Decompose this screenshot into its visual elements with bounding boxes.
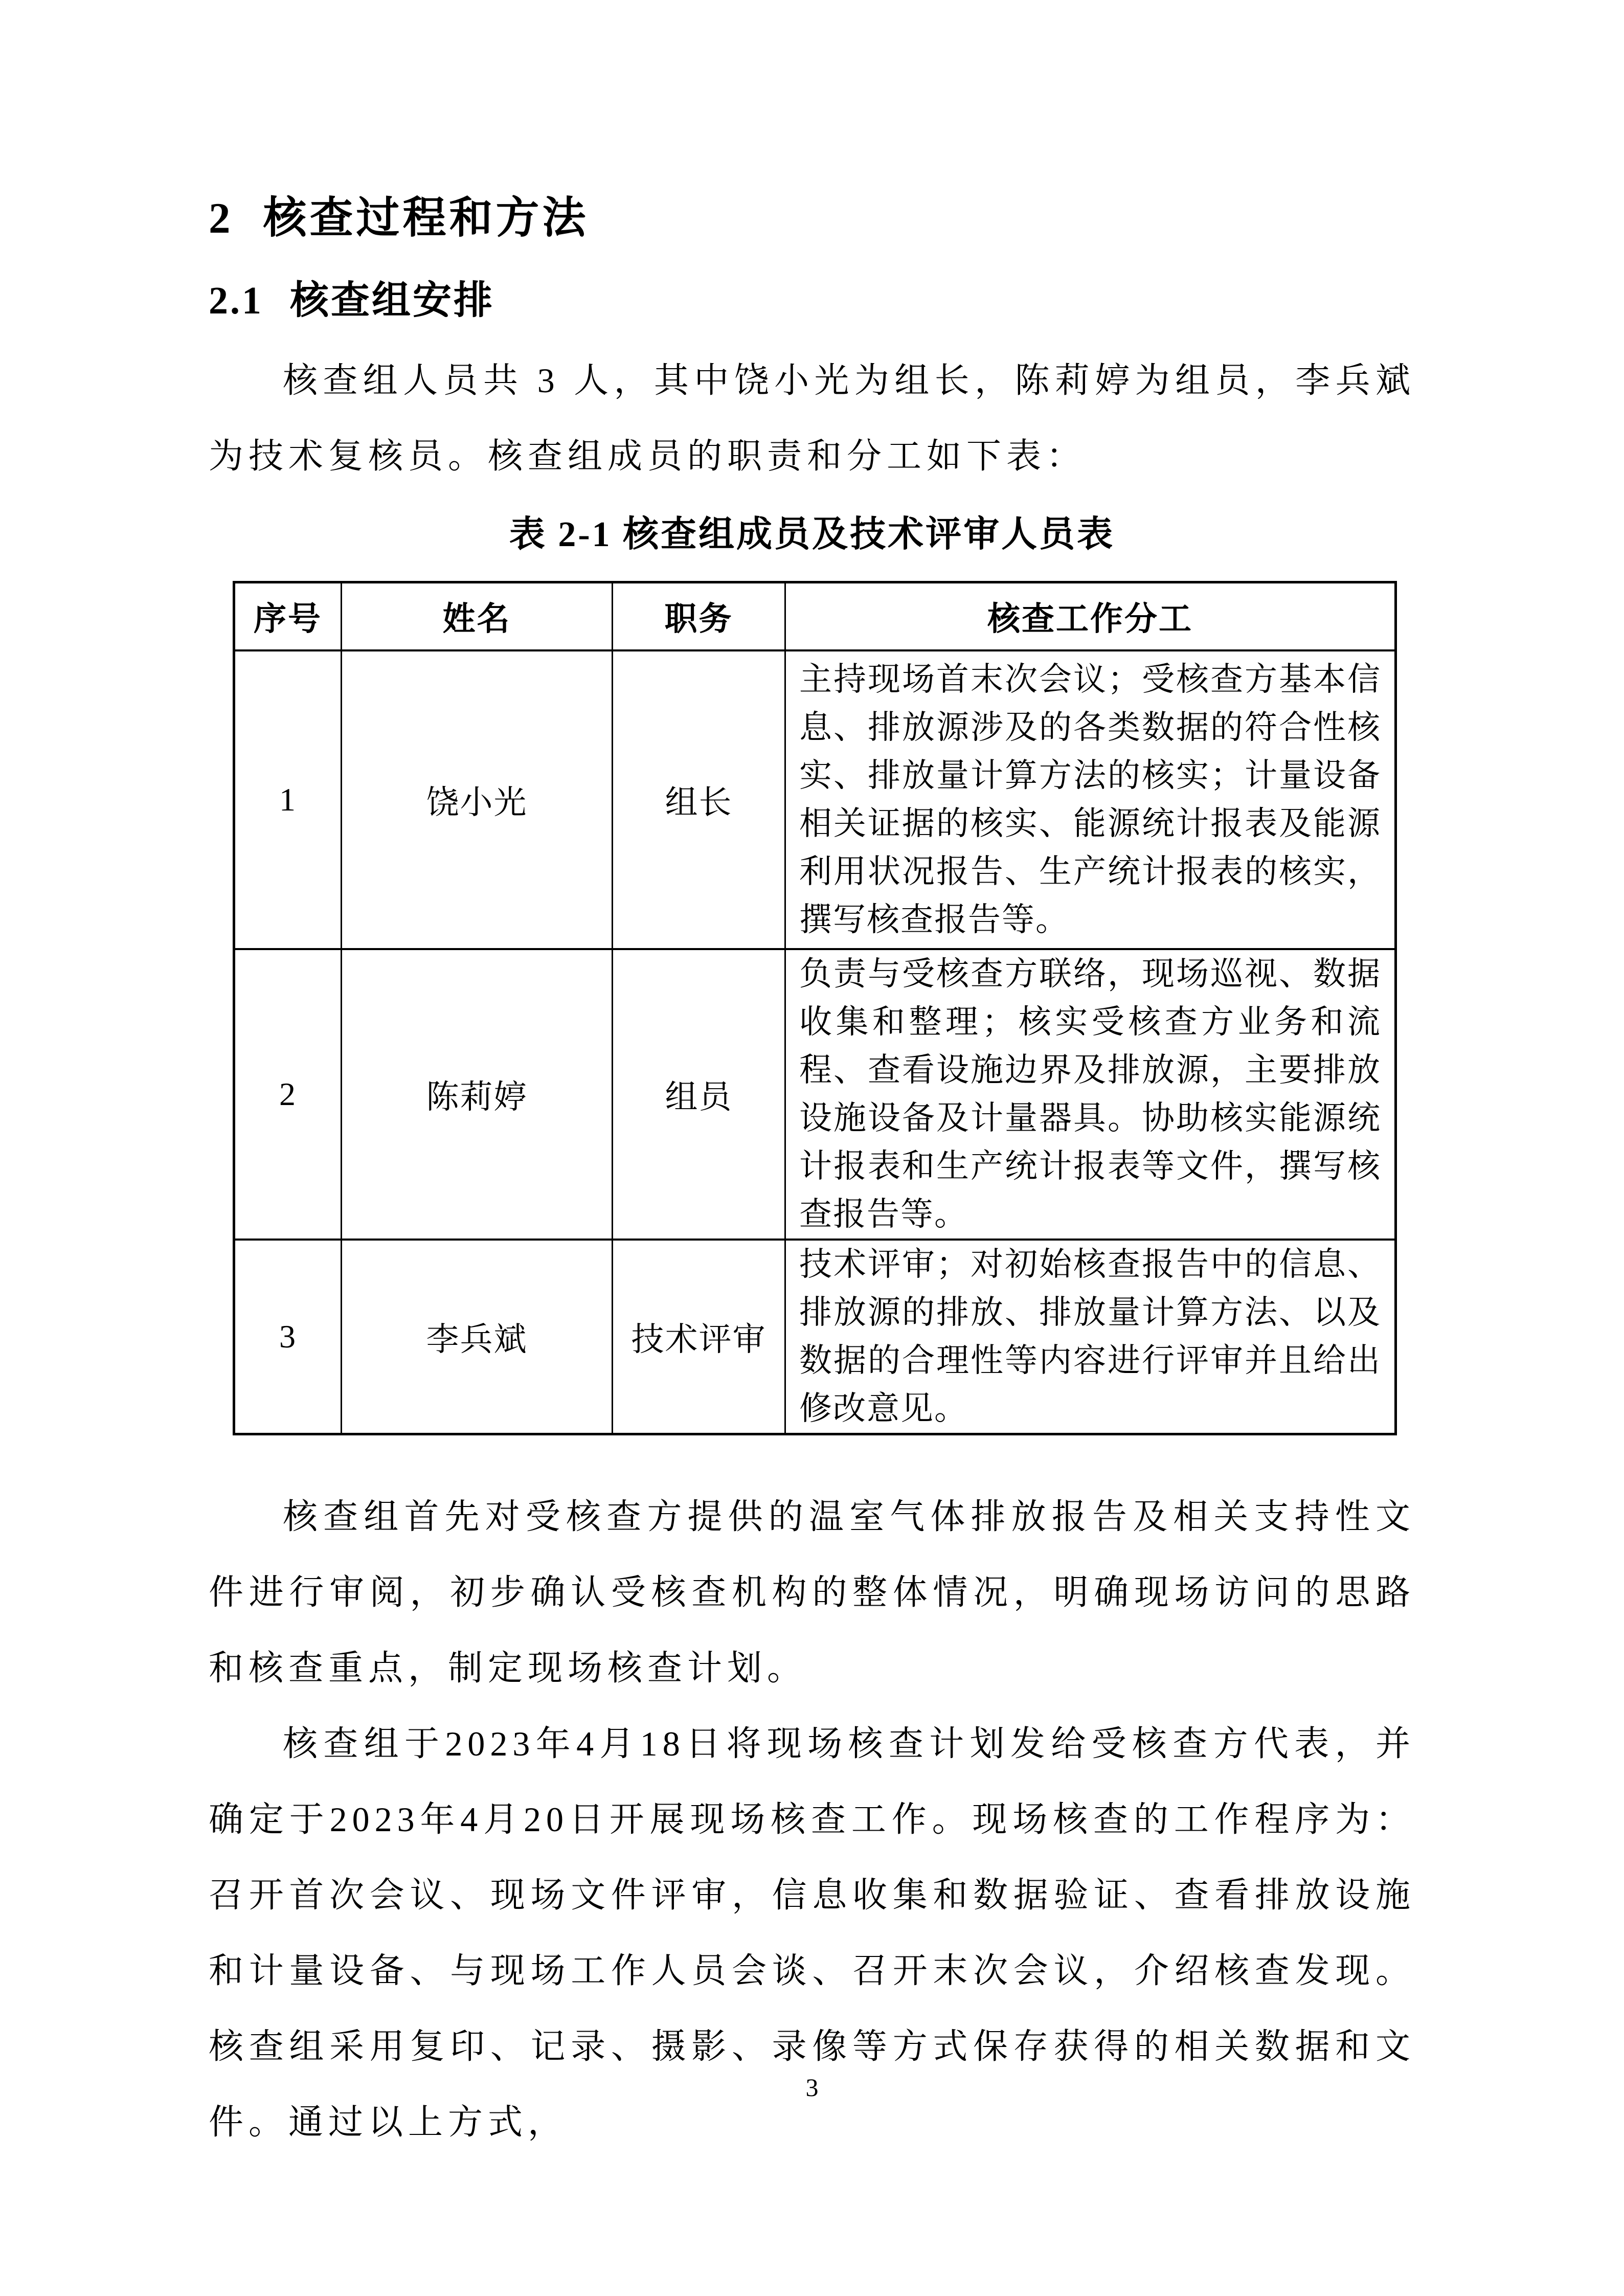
cell-no: 2 xyxy=(234,949,342,1240)
cell-role: 组长 xyxy=(613,650,785,949)
subsection-heading xyxy=(209,276,1415,325)
cell-duty: 主持现场首末次会议；受核查方基本信息、排放源涉及的各类数据的符合性核实、排放量计算方法的核实；计量设备相关证据的核实、能源统计报表及能源利用状况报告、生产统计报表的核实，撰写核查报告等。 xyxy=(785,650,1396,949)
intro-paragraph: 核查组人员共 3 人，其中饶小光为组长，陈莉婷为组员，李兵斌为技术复核员。核查组成员的职责和分工如下表： xyxy=(209,361,1415,476)
verification-team-table xyxy=(233,581,1397,1435)
subsection-number: 2.1 xyxy=(209,279,263,322)
cell-duty: 负责与受核查方联络，现场巡视、数据收集和整理；核实受核查方业务和流程、查看设施边界及排放源，主要排放设施设备及计量器具。协助核实能源统计报表和生产统计报表等文件，撰写核查报告等。 xyxy=(785,949,1396,1240)
table-row xyxy=(234,949,1396,1240)
cell-name: 饶小光 xyxy=(342,650,613,949)
table-header-row xyxy=(234,582,1396,650)
cell-role: 组员 xyxy=(613,949,785,1240)
column-header-no: 序号 xyxy=(234,582,342,650)
column-header-name: 姓名 xyxy=(342,582,613,650)
cell-name: 陈莉婷 xyxy=(342,949,613,1240)
table-row xyxy=(234,650,1396,949)
cell-no: 1 xyxy=(234,650,342,949)
cell-role: 技术评审 xyxy=(613,1240,785,1434)
section-number: 2 xyxy=(209,194,234,242)
body-paragraph: 核查组于2023年4月18日将现场核查计划发给受核查方代表，并确定于2023年4月20日开展现场核查工作。现场核查的工作程序为：召开首次会议、现场文件评审，信息收集和数据验证、查看排放设施和计量设备、与现场工作人员会谈、召开末次会议，介绍核查发现。核查组采用复印、记录、摄影、录像等方式保存获得的相关数据和文件。通过以上方式， xyxy=(209,1724,1415,2142)
body-paragraph: 核查组首先对受核查方提供的温室气体排放报告及相关支持性文件进行审阅，初步确认受核查机构的整体情况，明确现场访问的思路和核查重点，制定现场核查计划。 xyxy=(209,1497,1415,1687)
table-row xyxy=(234,1240,1396,1434)
page-number: 3 xyxy=(805,2073,819,2102)
cell-no: 3 xyxy=(234,1240,342,1434)
column-header-role: 职务 xyxy=(613,582,785,650)
cell-name: 李兵斌 xyxy=(342,1240,613,1434)
column-header-duty: 核查工作分工 xyxy=(785,582,1396,650)
subsection-title: 核查组安排 xyxy=(290,279,494,322)
section-heading xyxy=(209,190,1415,246)
page-content xyxy=(209,190,1415,2160)
table-caption: 表 2-1 核查组成员及技术评审人员表 xyxy=(509,515,1115,554)
cell-duty: 技术评审；对初始核查报告中的信息、排放源的排放、排放量计算方法、以及数据的合理性等内容进行评审并且给出修改意见。 xyxy=(785,1240,1396,1434)
section-title: 核查过程和方法 xyxy=(263,194,589,242)
